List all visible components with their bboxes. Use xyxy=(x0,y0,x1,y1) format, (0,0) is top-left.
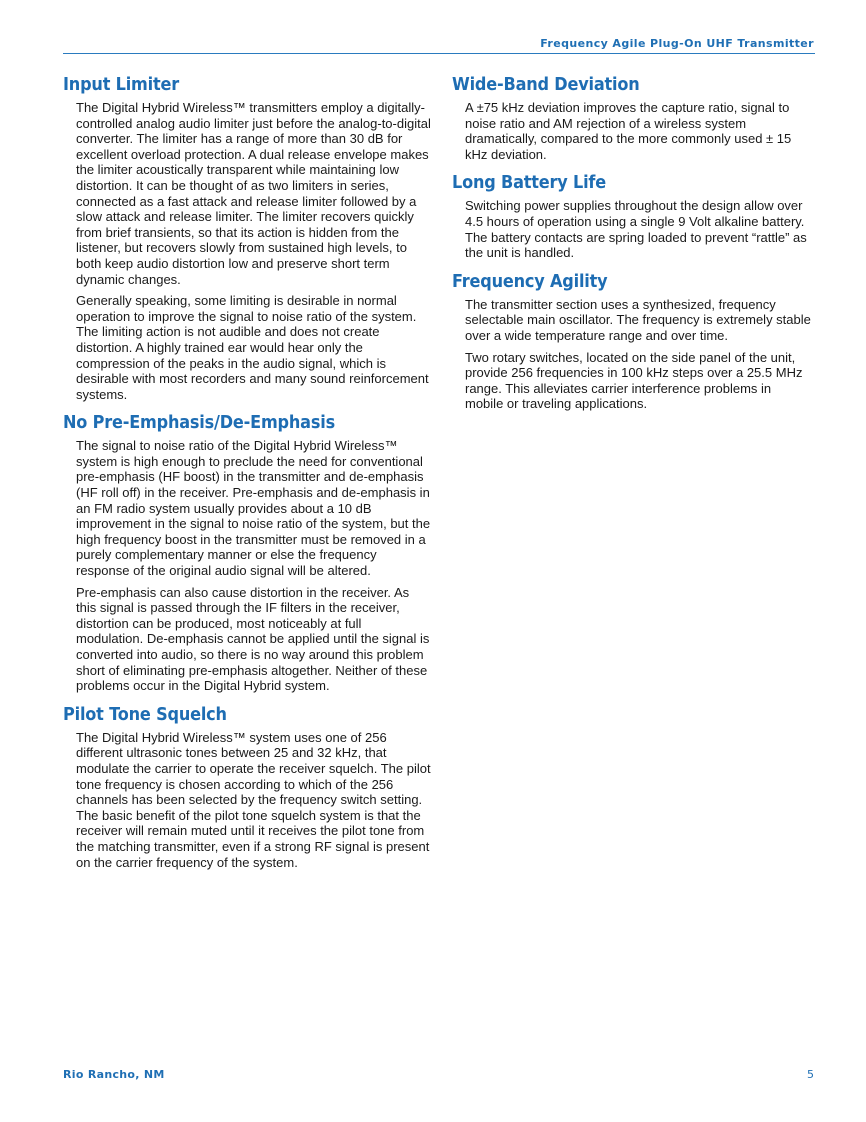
header-rule xyxy=(63,53,815,54)
paragraph: The transmitter section uses a synthesized, frequency selectable main oscillator. The frequency is extremely stable over a wide temperature range and over time. xyxy=(465,296,811,343)
section-heading: Frequency Agility xyxy=(452,271,608,292)
paragraph: Two rotary switches, located on the side panel of the unit, provide 256 frequencies in 100 kHz steps over a 25.5 MHz range. This alleviates carrier interference problems in mobile or traveling applications. xyxy=(465,349,803,412)
left-column xyxy=(63,74,431,880)
section-heading: Wide-Band Deviation xyxy=(452,75,640,95)
section-frequency-agility xyxy=(452,271,812,412)
footer-location: Rio Rancho, NM xyxy=(63,1068,165,1081)
section-no-pre-emphasis xyxy=(63,412,431,694)
running-header: Frequency Agile Plug-On UHF Transmitter xyxy=(540,37,814,50)
paragraph: A ±75 kHz deviation improves the capture ratio, signal to noise ratio and AM rejection of a wireless system dramatically, compared to the more commonly used ± 15 kHz deviation. xyxy=(465,100,792,162)
right-column xyxy=(452,74,812,422)
paragraph: Switching power supplies throughout the design allow over 4.5 hours of operation using a single 9 Volt alkaline battery. The battery contacts are spring loaded to prevent “rattle” as the unit is handled. xyxy=(465,198,807,261)
paragraph: The Digital Hybrid Wireless™ transmitters employ a digitally-controlled analog audio limiter just before the analog-to-digital converter. The limiter has a range of more than 30 dB for excellent overload protection. A dual release envelope makes the limiter acoustically transparent while maintaining low distortion. It can be thought of as two limiters in series, connected as a fast attack and release limiter followed by a slow attack and release limiter. The limiter recovers quickly from brief transients, so that its action is hidden from the listener, but recovers slowly from sustained high levels, to both keep audio distortion low and preserve short term dynamic changes. xyxy=(76,100,431,287)
section-long-battery-life xyxy=(452,172,812,260)
section-heading: No Pre-Emphasis/De-Emphasis xyxy=(63,413,335,434)
section-pilot-tone-squelch xyxy=(63,704,431,870)
paragraph: The Digital Hybrid Wireless™ system uses one of 256 different ultrasonic tones between 25 and 32 kHz, that modulate the carrier to operate the receiver squelch. The pilot tone frequency is chosen according to which of the 256 channels has been selected by the frequency switch setting. The basic benefit of the pilot tone squelch system is that the receiver will remain muted until it receives the pilot tone from the matching transmitter, even if a strong RF signal is present on the carrier frequency of the system. xyxy=(76,729,431,870)
paragraph: The signal to noise ratio of the Digital Hybrid Wireless™ system is high enough to preclude the need for conventional pre-emphasis (HF boost) in the transmitter and de-emphasis (HF roll off) in the receiver. Pre-emphasis and de-emphasis in an FM radio system usually provides about a 10 dB improvement in the signal to noise ratio of the system, but the high frequency boost in the transmitter must be removed in a purely complementary manner or else the frequency response of the original audio signal will be altered. xyxy=(76,438,431,579)
section-heading: Long Battery Life xyxy=(452,173,606,194)
section-input-limiter xyxy=(63,74,431,402)
section-heading: Input Limiter xyxy=(63,75,179,95)
paragraph: Pre-emphasis can also cause distortion in the receiver. As this signal is passed through the IF filters in the receiver, distortion can be produced, most noticeably at full modulation. De-emphasis cannot be applied until the signal is converted into audio, so there is no way around this problem short of eliminating pre-emphasis altogether. Neither of these problems occur in the Digital Hybrid system. xyxy=(76,584,430,694)
section-heading: Pilot Tone Squelch xyxy=(63,704,227,725)
section-wide-band-deviation xyxy=(452,74,812,162)
paragraph: Generally speaking, some limiting is desirable in normal operation to improve the signal to noise ratio of the system. The limiting action is not audible and does not create distortion. A highly trained ear would hear only the compression of the peaks in the audio signal, which is desirable with most recorders and many sound reinforcement systems. xyxy=(76,293,429,402)
page-number: 5 xyxy=(807,1068,814,1081)
